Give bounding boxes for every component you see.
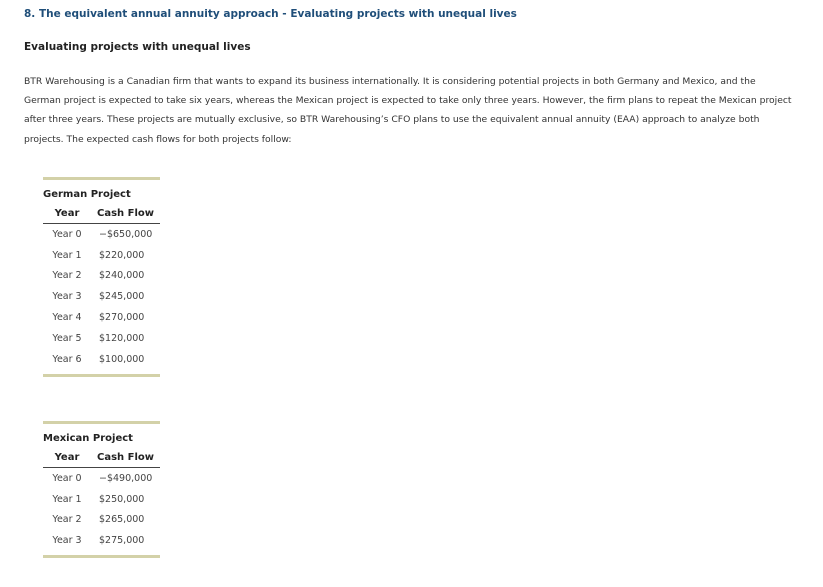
year-cell: Year 0	[52, 228, 82, 240]
cash-flow-column-header: Cash Flow	[96, 452, 154, 463]
cash-flow-cell: −$490,000	[99, 472, 153, 484]
table-row	[43, 245, 160, 266]
table-row	[43, 489, 160, 510]
table-row	[43, 328, 160, 349]
year-cell: Year 2	[52, 270, 82, 282]
table-body	[43, 468, 160, 551]
problem-paragraph: BTR Warehousing is a Canadian firm that wants to expand its business internationally. It is considering potential projects in both Germany and Mexico, and the German project is expected to take six years, whereas the Mexican project is expected to take only three years. However, the firm plans to repeat the Mexican project after three years. These projects are mutually exclusive, so BTR Warehousing’s CFO plans to use the equivalent annual annuity (EAA) approach to analyze both projects. The expected cash flows for both projects follow:	[24, 76, 792, 145]
table-row	[43, 510, 160, 531]
year-cell: Year 1	[52, 493, 82, 505]
table-title: German Project	[43, 189, 131, 200]
cash-flow-cell: $250,000	[99, 493, 145, 505]
cash-flow-cell: $120,000	[99, 332, 145, 344]
cash-flow-cell: $220,000	[99, 249, 145, 261]
table-top-rule	[43, 177, 160, 180]
year-cell: Year 2	[52, 514, 82, 526]
year-cell: Year 5	[52, 332, 82, 344]
section-title: Evaluating projects with unequal lives	[24, 41, 251, 53]
cash-flow-column-header: Cash Flow	[96, 208, 154, 219]
mexican-project-table	[43, 421, 160, 558]
table-bottom-rule	[43, 555, 160, 558]
cash-flow-cell: $265,000	[99, 514, 145, 526]
cash-flow-cell: $100,000	[99, 353, 145, 365]
cash-flow-cell: $245,000	[99, 291, 145, 303]
table-top-rule	[43, 421, 160, 424]
table-title: Mexican Project	[43, 433, 133, 444]
table-row	[43, 468, 160, 489]
table-row	[43, 286, 160, 307]
year-column-header: Year	[54, 208, 80, 219]
table-body	[43, 224, 160, 370]
cash-flow-cell: $240,000	[99, 270, 145, 282]
year-column-header: Year	[54, 452, 80, 463]
year-cell: Year 3	[52, 535, 82, 547]
cash-flow-cell: −$650,000	[99, 228, 153, 240]
table-bottom-rule	[43, 374, 160, 377]
table-header	[43, 208, 160, 224]
question-title: 8. The equivalent annual annuity approach - Evaluating projects with unequal lives	[24, 8, 517, 20]
german-project-table	[43, 177, 160, 377]
table-row	[43, 224, 160, 245]
table-row	[43, 266, 160, 287]
year-cell: Year 3	[52, 291, 82, 303]
cash-flow-cell: $270,000	[99, 312, 145, 324]
cash-flow-cell: $275,000	[99, 535, 145, 547]
year-cell: Year 4	[52, 312, 82, 324]
table-row	[43, 530, 160, 551]
table-row	[43, 349, 160, 370]
year-cell: Year 0	[52, 472, 82, 484]
year-cell: Year 6	[52, 353, 82, 365]
table-header	[43, 452, 160, 468]
year-cell: Year 1	[52, 249, 82, 261]
table-row	[43, 307, 160, 328]
